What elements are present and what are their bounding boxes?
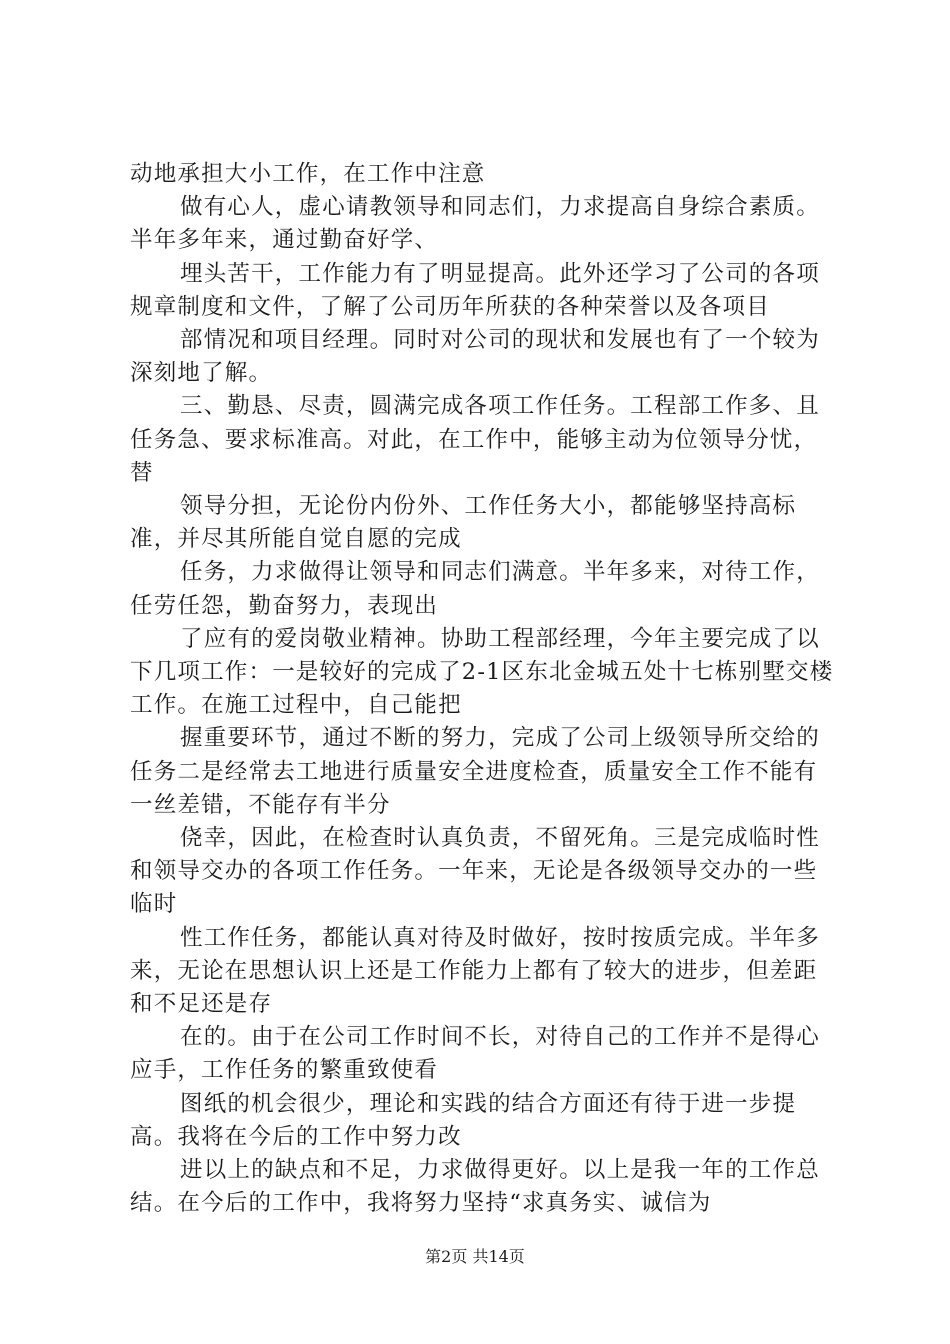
paragraph: 埋头苦干，工作能力有了明显提高。此外还学习了公司的各项规章制度和文件，了解了公司历年所获的各种荣誉以及各项目 bbox=[130, 260, 820, 320]
paragraph: 在的。由于在公司工作时间不长，对待自己的工作并不是得心应手，工作任务的繁重致使看 bbox=[130, 1024, 820, 1084]
paragraph: 领导分担，无论份内份外、工作任务大小，都能够坚持高标准，并尽其所能自觉自愿的完成 bbox=[130, 493, 797, 553]
paragraph: 性工作任务，都能认真对待及时做好，按时按质完成。半年多来，无论在思想认识上还是工作能力上都有了较大的进步，但差距和不足还是存 bbox=[130, 924, 820, 1018]
paragraph: 图纸的机会很少，理论和实践的结合方面还有待于进一步提高。我将在今后的工作中努力改 bbox=[130, 1090, 797, 1150]
paragraph: 握重要环节，通过不断的努力，完成了公司上级领导所交给的任务二是经常去工地进行质量安全进度检查，质量安全工作不能有一丝差错，不能存有半分 bbox=[130, 725, 820, 818]
paragraph: 进以上的缺点和不足，力求做得更好。以上是我一年的工作总结。在今后的工作中，我将努力坚持“求真务实、诚信为 bbox=[130, 1157, 820, 1217]
paragraph: 任务，力求做得让领导和同志们满意。半年多来，对待工作，任劳任怨，勤奋努力，表现出 bbox=[130, 559, 820, 619]
page-number-footer: 第2页 共14页 bbox=[425, 1247, 525, 1266]
paragraph: 侥幸，因此，在检查时认真负责，不留死角。三是完成临时性和领导交办的各项工作任务。一年来，无论是各级领导交办的一些临时 bbox=[130, 825, 820, 918]
paragraph: 了应有的爱岗敬业精神。协助工程部经理，今年主要完成了以下几项工作：一是较好的完成了2-1区东北金城五处十七栋别墅交楼工作。在施工过程中，自己能把 bbox=[130, 625, 834, 719]
document-body bbox=[130, 158, 835, 1221]
paragraph: 三、勤恳、尽责，圆满完成各项工作任务。工程部工作多、且任务急、要求标准高。对此，在工作中，能够主动为位领导分忧，替 bbox=[130, 393, 820, 486]
paragraph: 动地承担大小工作，在工作中注意 bbox=[130, 161, 486, 187]
paragraph: 部情况和项目经理。同时对公司的现状和发展也有了一个较为深刻地了解。 bbox=[130, 327, 820, 387]
paragraph: 做有心人，虚心请教领导和同志们，力求提高自身综合素质。半年多年来，通过勤奋好学、 bbox=[130, 194, 820, 254]
